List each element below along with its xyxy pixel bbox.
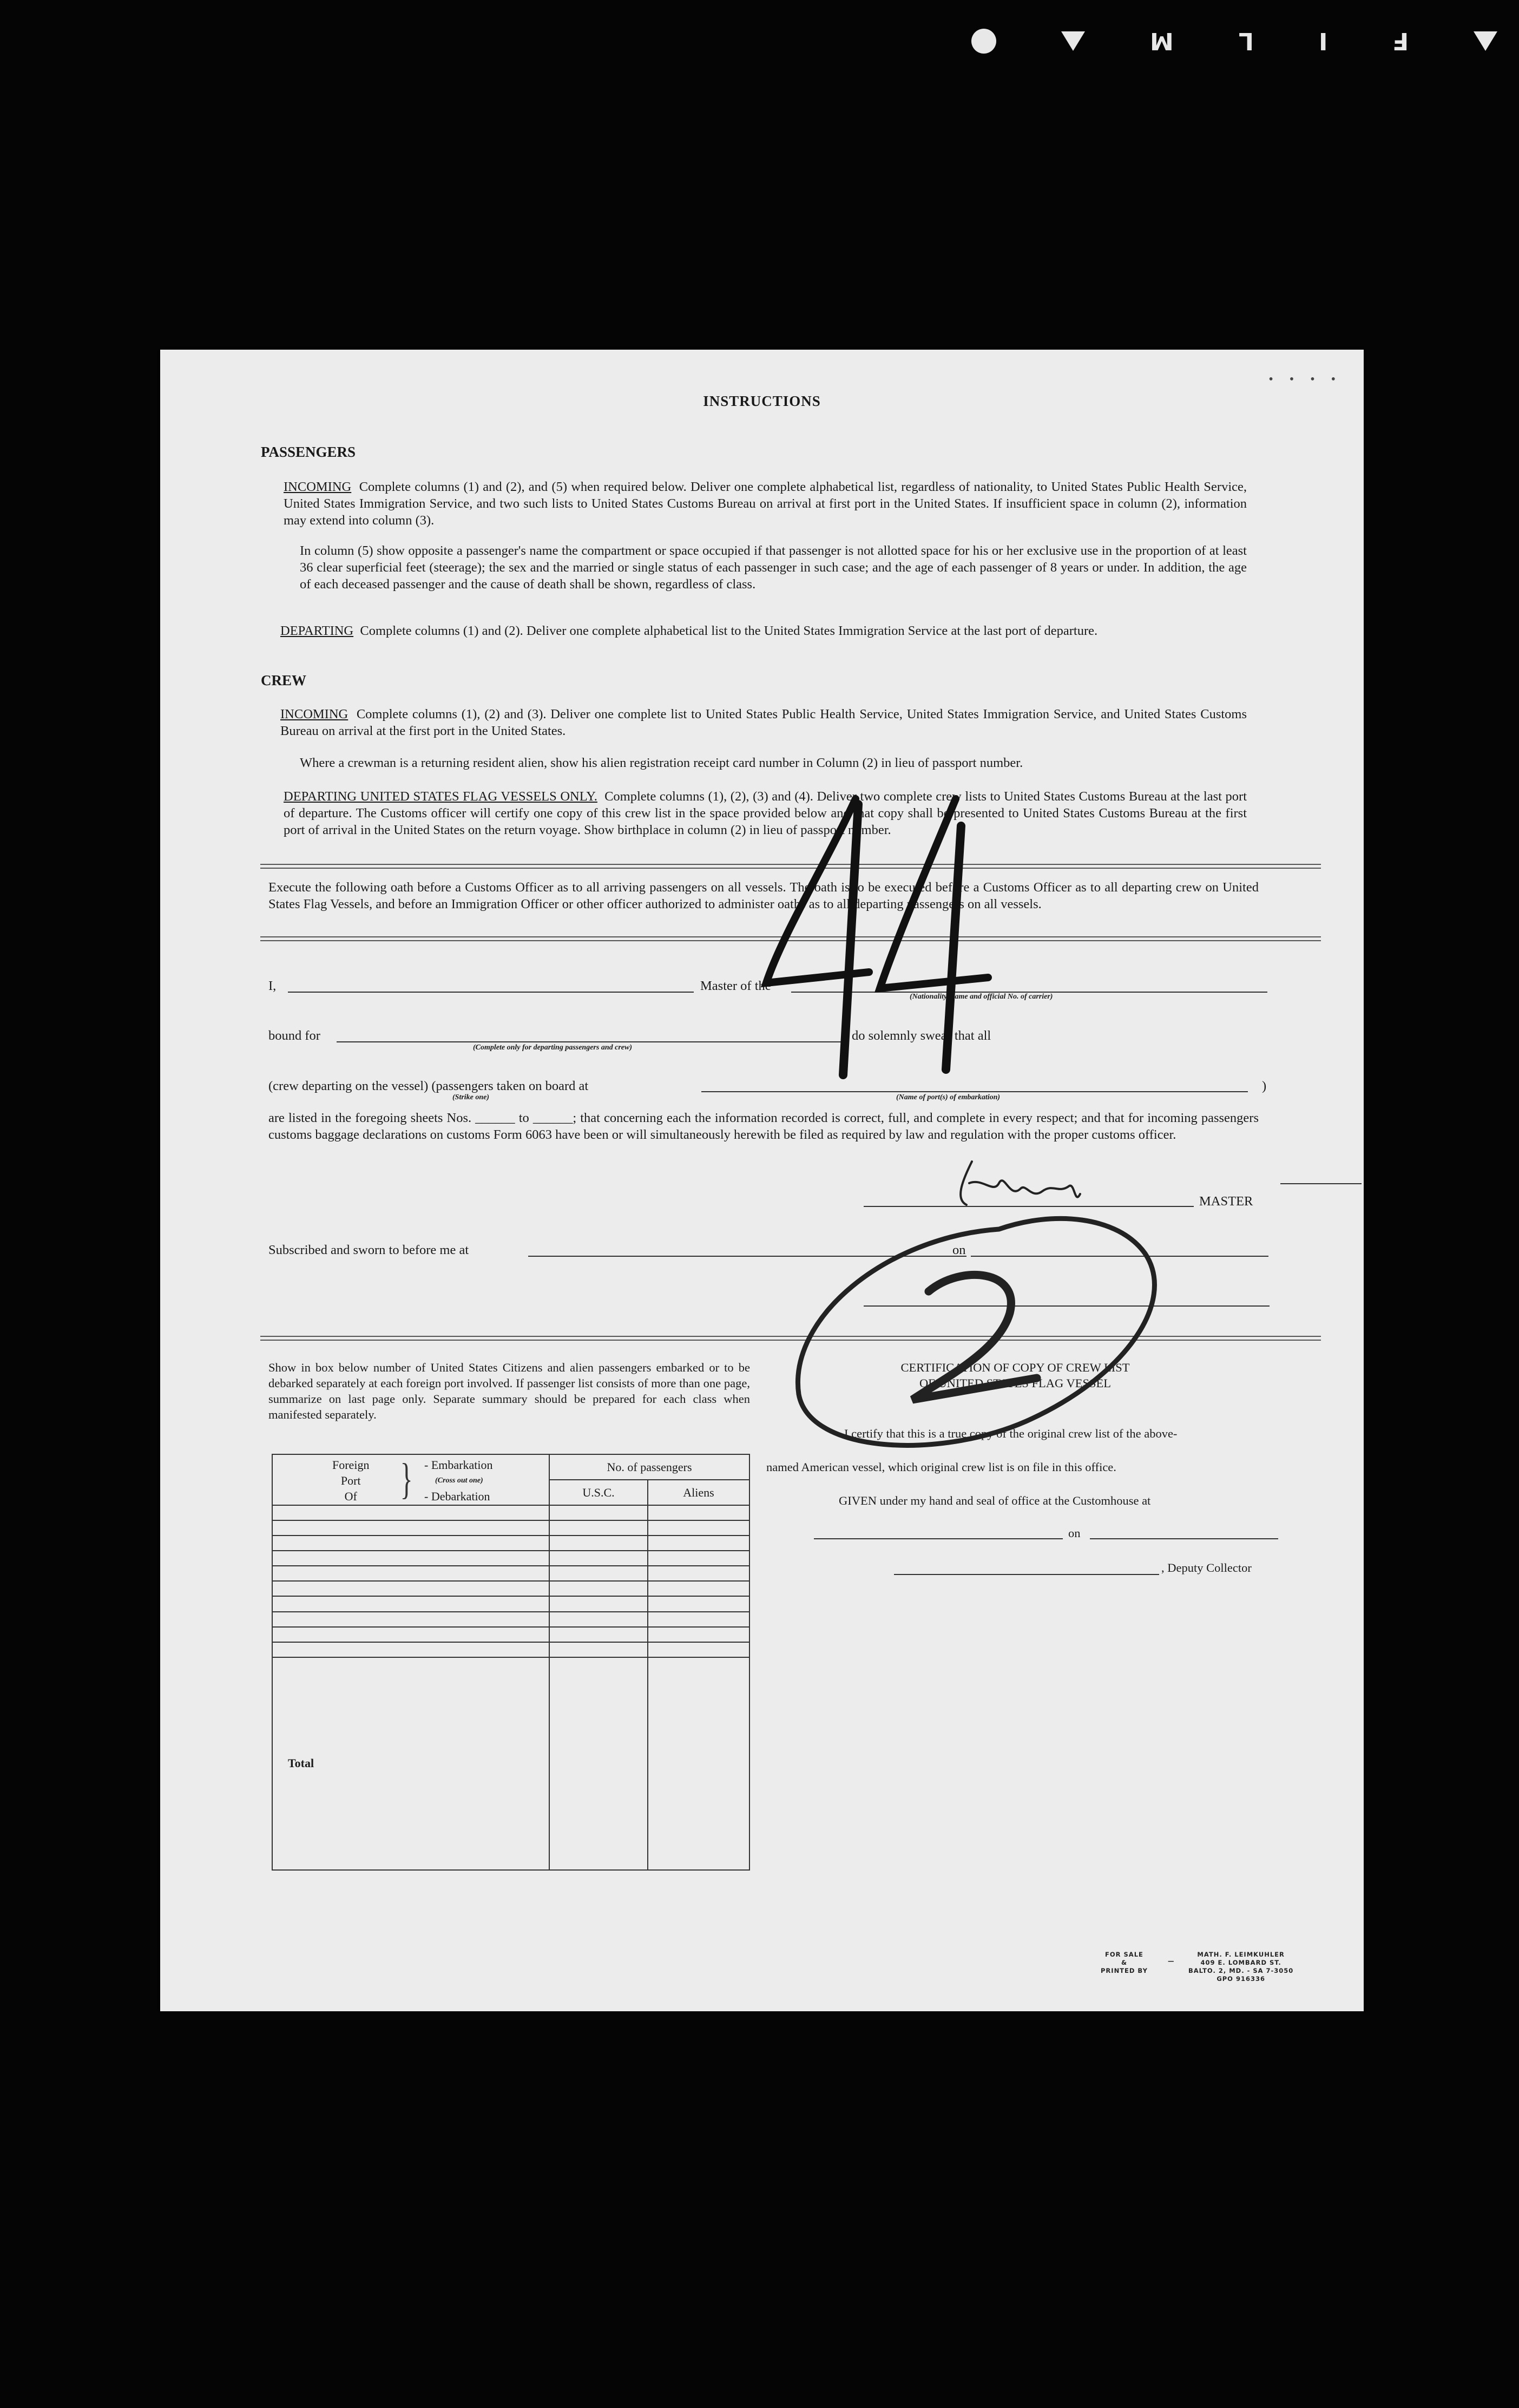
film-letter-f: F	[1392, 27, 1409, 55]
crew-departing-text: Complete columns (1), (2), (3) and (4). Deliver two complete crew lists to United States Customs Bureau at the last port of departure. The Customs officer will certify one copy of this crew list in the space provided below and that copy shall be presented to United States Customs Bureau at the first port of arrival in the United States on the return voyage. Show birthplace in column (2) in lieu of passport number.	[284, 789, 1247, 837]
bound-for-label: bound for	[268, 1028, 320, 1043]
total-label: Total	[272, 1657, 549, 1870]
certification-heading-line1: CERTIFICATION OF COPY OF CREW LIST	[900, 1361, 1130, 1374]
of-label: Of	[344, 1490, 357, 1503]
master-signature	[961, 1162, 1080, 1205]
aliens-header: Aliens	[648, 1480, 749, 1505]
brace-icon: }	[400, 1455, 413, 1503]
printer-dash: —	[1168, 1957, 1175, 1965]
embarkation-label: - Embarkation	[424, 1458, 493, 1472]
film-strip-marks	[971, 27, 1497, 55]
debarkation-label: - Debarkation	[424, 1490, 490, 1503]
crew-resident-paragraph: Where a crewman is a returning resident alien, show his alien registration receipt card number in Column (2) in lieu of passport number.	[300, 756, 1023, 770]
printer-city: BALTO. 2, MD. - SA 7-3050	[1188, 1967, 1294, 1974]
incoming-label: INCOMING	[284, 480, 352, 494]
film-dot-mark	[971, 29, 996, 54]
film-triangle-mark	[1474, 31, 1497, 51]
nationality-note: (Nationality, name and official No. of carrier)	[910, 993, 1053, 1001]
column5-paragraph: In column (5) show opposite a passenger's name the compartment or space occupied if that passenger is not allotted space for his or her exclusive use in the proportion of at least 36 clear superficial feet (steerage); the sex and the married or single status of each passenger in such case; and the age of each passenger of 8 years or under. In addition, the age of each deceased passenger and the cause of death shall be shown, regardless of class.	[300, 543, 1247, 592]
printer-for-sale: FOR SALE	[1105, 1951, 1143, 1958]
strike-one-note: (Strike one)	[452, 1093, 490, 1101]
incoming-text: Complete columns (1) and (2), and (5) when required below. Deliver one complete alphabetical list, regardless of nationality, to United States Public Health Service, United States Immigration Service, and two such lists to United States Customs Bureau on arrival at first port in the United States. If insufficient space in column (2), information may extend into column (3).	[284, 480, 1247, 528]
summary-instructions: Show in box below number of United States Citizens and alien passengers embarked or to be debarked separately at each foreign port involved. If passenger list consists of more than one page, summarize on last page only. Separate summary should be prepared for each class when manifested separately.	[268, 1361, 750, 1421]
printer-street: 409 E. LOMBARD ST.	[1200, 1959, 1281, 1966]
departing-label: DEPARTING	[280, 624, 354, 638]
subscribed-on-label: on	[952, 1243, 966, 1257]
listed-paragraph: are listed in the foregoing sheets Nos. ______ to ______; that concerning each the information recorded is correct, full, and complete in every respect; and that for incoming passengers customs baggage declarations on customs Form 6063 have been or will simultaneously herewith be filed as required by law and regulation with the proper customs officer.	[268, 1111, 1259, 1142]
port-label: Port	[340, 1474, 361, 1487]
film-triangle-mark	[1061, 31, 1085, 51]
ports-note: (Name of port(s) of embarkation)	[896, 1093, 1001, 1101]
passengers-heading: PASSENGERS	[261, 444, 356, 460]
printer-printed-by: PRINTED BY	[1101, 1967, 1148, 1974]
certification-heading-line2: OF UNITED STATES FLAG VESSEL	[919, 1376, 1112, 1390]
crew-departing-label: DEPARTING UNITED STATES FLAG VESSELS ONLY.	[284, 789, 597, 804]
deputy-collector-label: , Deputy Collector	[1161, 1561, 1252, 1574]
printer-name: MATH. F. LEIMKUHLER	[1197, 1951, 1285, 1958]
crew-departing-label: (crew departing on the vessel) (passengers taken on board at	[268, 1079, 589, 1093]
film-letter-i: I	[1318, 27, 1327, 55]
master-of-the-label: Master of the	[700, 979, 771, 993]
crew-heading: CREW	[261, 672, 307, 688]
usc-header: U.S.C.	[549, 1480, 648, 1505]
handwritten-circled-2	[798, 1218, 1154, 1445]
film-letter-m: M	[1149, 27, 1174, 55]
oath-intro-paragraph: Execute the following oath before a Customs Officer as to all arriving passengers on all vessels. The oath is to be executed before a Customs Officer as to all departing crew on United States Flag Vessels, and before an Immigration Officer or other officer authorized to administer oaths as to all departing passengers on all vessels.	[268, 880, 1259, 911]
corner-dots: • • • •	[1268, 372, 1342, 386]
handwritten-sheet-number-44	[766, 799, 988, 1075]
document-page	[160, 350, 1364, 2011]
certification-line1: I certify that this is a true copy of the original crew list of the above-	[844, 1427, 1178, 1440]
film-letter-l: L	[1238, 27, 1254, 55]
master-label: MASTER	[1199, 1194, 1253, 1209]
certification-line2: named American vessel, which original crew list is on file in this office.	[766, 1460, 1116, 1474]
do-swear-label: do solemnly swear that all	[852, 1028, 991, 1043]
printer-ampersand: &	[1121, 1959, 1127, 1966]
certification-line3: GIVEN under my hand and seal of office at the Customhouse at	[839, 1494, 1151, 1507]
no-of-passengers-header: No. of passengers	[549, 1454, 749, 1480]
certification-on-label: on	[1068, 1526, 1081, 1540]
page-title: INSTRUCTIONS	[703, 393, 821, 409]
oath-i-label: I,	[268, 979, 277, 993]
cross-out-note: (Cross out one)	[435, 1477, 483, 1485]
close-paren: )	[1262, 1079, 1267, 1093]
crew-incoming-label: INCOMING	[280, 707, 348, 721]
printer-gpo: GPO 916336	[1216, 1975, 1265, 1983]
complete-only-note: (Complete only for departing passengers and crew)	[473, 1044, 632, 1052]
crew-incoming-text: Complete columns (1), (2) and (3). Deliver one complete list to United States Public Health Service, United States Immigration Service, and United States Customs Bureau on arrival at the first port in the United States.	[280, 707, 1247, 738]
subscribed-label: Subscribed and sworn to before me at	[268, 1243, 469, 1257]
handwriting-layer	[160, 350, 1364, 2011]
departing-text: Complete columns (1) and (2). Deliver one complete alphabetical list to the United States Immigration Service at the last port of departure.	[360, 624, 1098, 638]
foreign-label: Foreign	[332, 1458, 370, 1472]
